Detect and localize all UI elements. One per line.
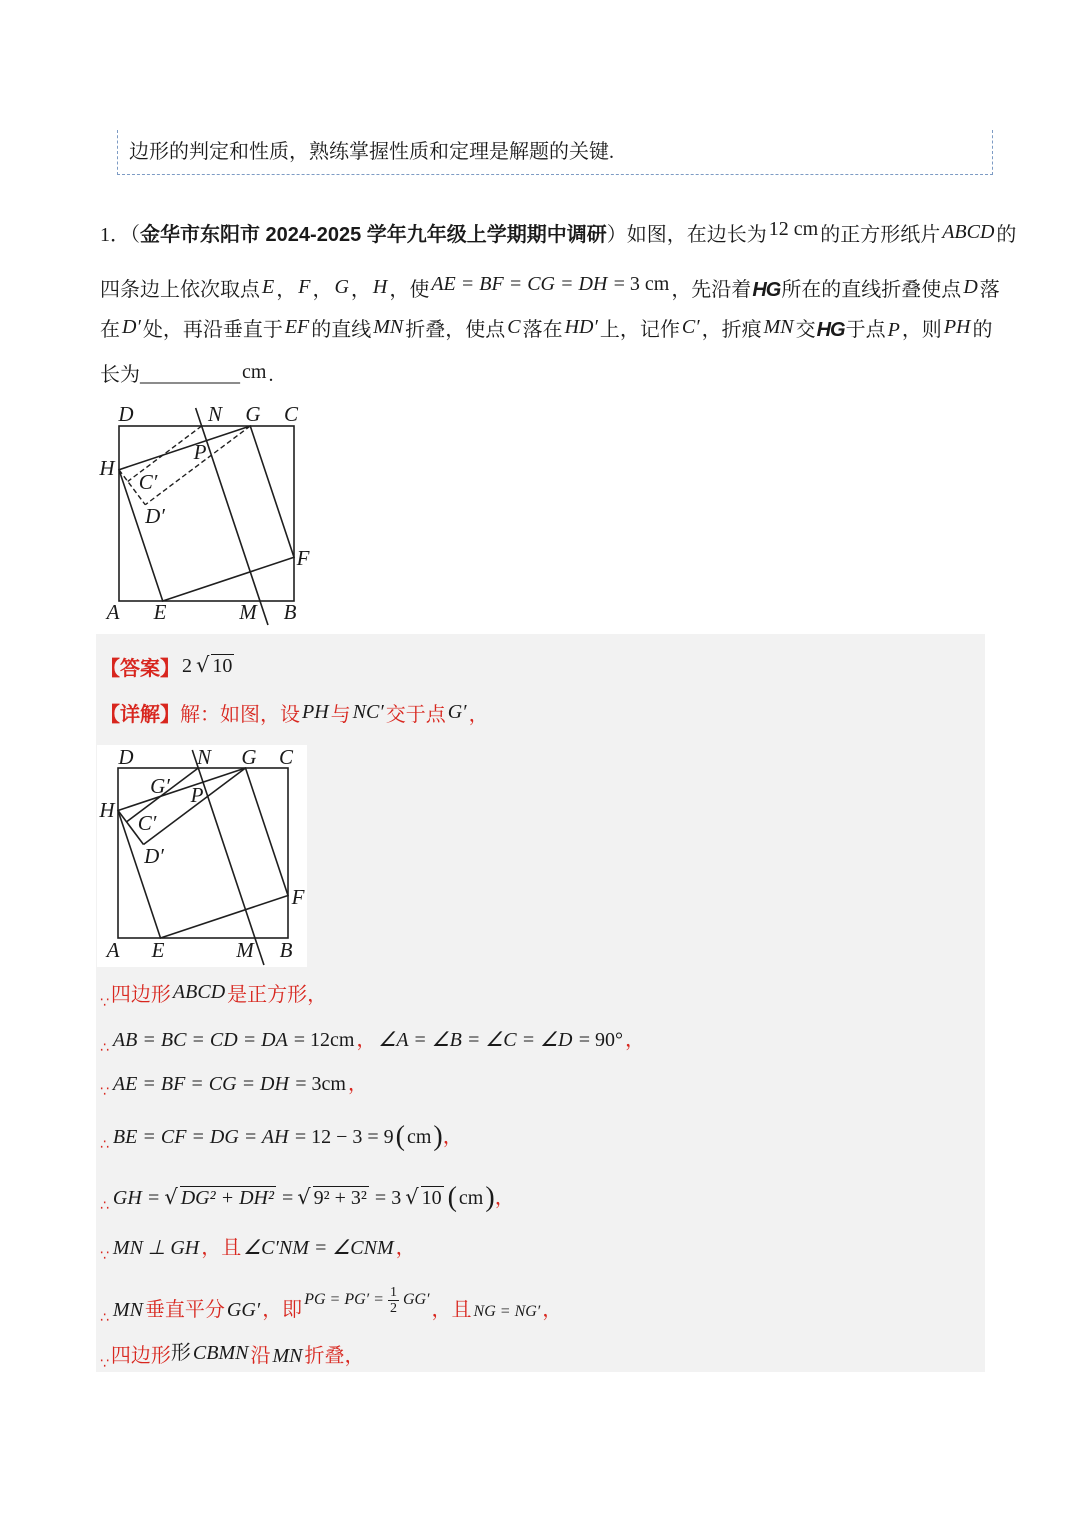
question-text: 所在的直线折叠使点 <box>781 279 962 301</box>
radicand: DG² + DH² <box>180 1187 274 1209</box>
question-text: 落 <box>979 279 1000 301</box>
label-p: P <box>190 783 204 807</box>
math-term: ∠C′NM = ∠CNM <box>243 1237 394 1259</box>
radical-sign: √ <box>196 653 210 677</box>
question-line-1 <box>100 218 1017 249</box>
math-term: D′ <box>122 316 141 338</box>
fraction-one-half <box>388 1285 399 1316</box>
figure-2 <box>97 745 307 967</box>
label-m: M <box>239 600 257 624</box>
math-term: ABCD <box>942 221 995 243</box>
label-b: B <box>279 938 293 962</box>
label-b: B <box>283 600 297 624</box>
label-d: D <box>118 402 134 426</box>
label-d: D <box>118 745 134 769</box>
radicand: 10 <box>212 655 233 677</box>
step-text: ，且 <box>431 1299 472 1321</box>
math-value: 12 − 3 = 9 <box>311 1126 394 1148</box>
unit-label: cm <box>242 361 267 383</box>
label-g-prime: G′ <box>150 774 170 798</box>
math-term: ABCD <box>172 981 226 1003</box>
question-text: 上，记作 <box>599 319 680 341</box>
right-paren: ) <box>485 1182 495 1213</box>
math-term: GG′ <box>226 1299 261 1321</box>
math-term: PH <box>943 316 971 338</box>
answer-blank: __________ <box>140 364 240 386</box>
math-term: NG = NG′ <box>473 1303 541 1320</box>
solution-step-2 <box>100 1026 645 1054</box>
label-a: A <box>106 600 120 624</box>
label-f: F <box>291 885 305 909</box>
raised-equation <box>302 1284 431 1316</box>
folded-segment-g-dprime <box>145 426 250 505</box>
therefore-symbol: ∴ <box>100 1198 109 1214</box>
unit-label: cm <box>458 1187 484 1209</box>
because-symbol: ∵ <box>100 1248 109 1264</box>
math-term: PG = PG′ = <box>304 1291 384 1308</box>
solution-step-7 <box>100 1284 563 1326</box>
label-g: G <box>241 745 257 769</box>
math-term: CBMN <box>192 1342 249 1364</box>
math-term: MN <box>112 1299 143 1321</box>
math-term: GH = <box>112 1187 161 1209</box>
answer-coefficient: 2 <box>182 655 192 677</box>
step-text: ， <box>468 704 489 726</box>
step-text: ， <box>442 1126 463 1148</box>
radical-expression <box>405 1183 445 1212</box>
math-term: ∠A = ∠B = ∠C = ∠D = <box>378 1029 591 1051</box>
math-value: = 3 <box>374 1187 402 1209</box>
answer-value <box>180 655 238 677</box>
label-h: H <box>99 798 115 822</box>
math-term: AE = BF = CG = DH = <box>431 273 626 295</box>
label-c: C <box>278 745 294 769</box>
step-text: ，且 <box>201 1237 242 1259</box>
math-term: C <box>507 316 521 338</box>
radical-sign: √ <box>297 1185 311 1209</box>
therefore-symbol: ∴ <box>100 1137 109 1153</box>
math-term: GG′ <box>402 1291 430 1308</box>
math-term: AB = BC = CD = DA = <box>112 1029 306 1051</box>
label-n: N <box>207 402 223 426</box>
question-text: 的 <box>996 224 1017 246</box>
fraction-numerator: 1 <box>389 1284 397 1300</box>
solution-step-5 <box>100 1182 515 1214</box>
question-text: 的正方形纸片 <box>820 224 941 246</box>
therefore-symbol: ∴ <box>100 1310 109 1326</box>
question-text: ）如图，在边长为 <box>606 224 767 246</box>
unit-label: cm <box>406 1126 432 1148</box>
question-text: 长为 <box>100 364 140 386</box>
math-term: 3 cm <box>629 273 670 295</box>
math-term: P <box>887 319 900 341</box>
radical-expression <box>164 1183 278 1212</box>
question-text: 于点 <box>845 319 886 341</box>
question-line-3 <box>100 316 992 344</box>
question-text: ， <box>276 279 297 301</box>
fraction-denominator: 2 <box>389 1300 397 1316</box>
question-number: 1． <box>100 224 130 246</box>
math-term: E <box>262 276 275 298</box>
math-term: 12 cm <box>768 218 819 240</box>
math-term: G <box>334 276 349 298</box>
step-text: ， <box>356 1029 377 1051</box>
step-text: ， <box>542 1299 563 1321</box>
step-text: 折叠， <box>304 1345 365 1367</box>
label-a: A <box>106 938 120 962</box>
question-text: 落在 <box>522 319 563 341</box>
math-term: BE = CF = DG = AH = <box>112 1126 308 1148</box>
radical-expression <box>297 1183 371 1212</box>
label-p: P <box>193 440 207 464</box>
solution-step-4 <box>100 1121 463 1153</box>
math-term-char: 形 <box>170 1342 191 1364</box>
label-f: F <box>296 546 310 570</box>
solution-step-6 <box>100 1234 416 1262</box>
radicand: 10 <box>421 1187 442 1209</box>
label-c-prime: C′ <box>137 811 157 835</box>
question-text: 折叠，使点 <box>405 319 506 341</box>
step-text: ， <box>624 1029 645 1051</box>
question-text: ，使 <box>389 279 430 301</box>
question-text: 在 <box>100 319 120 341</box>
math-term: C′ <box>681 316 700 338</box>
solution-step-3 <box>100 1070 368 1098</box>
note-box <box>117 130 993 175</box>
math-term: MN <box>373 316 404 338</box>
because-symbol: ∵ <box>100 1356 109 1372</box>
answer-line <box>100 654 238 682</box>
math-operator: = <box>281 1187 294 1209</box>
label-e: E <box>151 938 165 962</box>
math-term: MN <box>763 316 794 338</box>
question-text: ，先沿着 <box>671 279 752 301</box>
step-text: 四边形 <box>110 984 171 1006</box>
label-h: H <box>99 456 115 480</box>
label-d-prime: D′ <box>145 504 165 528</box>
math-term: EF <box>284 316 310 338</box>
detail-tag: 【详解】 <box>100 704 180 726</box>
math-term: D <box>963 276 978 298</box>
label-g: G <box>245 402 261 426</box>
question-text: 的直线 <box>311 319 372 341</box>
question-text: . <box>268 364 274 386</box>
math-value: 12cm <box>309 1029 355 1051</box>
step-text: ，即 <box>262 1299 303 1321</box>
fold-line-mn <box>196 408 268 625</box>
because-symbol: ∵ <box>100 1084 109 1100</box>
math-term: H <box>372 276 388 298</box>
math-term: PH <box>302 701 329 723</box>
math-term: G′ <box>447 701 467 723</box>
question-text: 交 <box>795 319 816 341</box>
step-text: ， <box>347 1073 368 1095</box>
math-term: HG <box>752 279 781 301</box>
right-paren: ) <box>433 1121 443 1152</box>
figure-1 <box>100 400 315 632</box>
radical-sign: √ <box>405 1185 419 1209</box>
question-source: 金华市东阳市 2024-2025 学年九年级上学期期中调研 <box>140 224 607 246</box>
math-term: F <box>298 276 311 298</box>
math-term: NC′ <box>352 701 384 723</box>
step-text: 解：如图，设 <box>180 704 300 726</box>
answer-radical <box>196 651 236 680</box>
label-c: C <box>283 402 299 426</box>
question-text: ， <box>350 279 371 301</box>
question-line-2 <box>100 273 1000 304</box>
label-n: N <box>196 745 212 769</box>
label-e: E <box>153 600 167 624</box>
math-term: HG <box>816 319 845 341</box>
question-text: 的 <box>972 319 993 341</box>
step-text: 是正方形， <box>227 984 328 1006</box>
source-open-paren: （ <box>130 224 140 246</box>
math-value: 90° <box>594 1029 623 1051</box>
step-text: ， <box>494 1187 515 1209</box>
step-text: ， <box>395 1237 416 1259</box>
step-text: 四边形 <box>110 1345 171 1367</box>
because-symbol: ∵ <box>100 995 109 1011</box>
math-term: MN <box>272 1345 303 1367</box>
answer-tag: 【答案】 <box>100 658 180 680</box>
question-text: ， <box>312 279 333 301</box>
note-text: 边形的判定和性质，熟练掌握性质和定理是解题的关键. <box>129 141 614 163</box>
radical-sign: √ <box>164 1185 178 1209</box>
left-paren: ( <box>395 1121 405 1152</box>
math-term: HD′ <box>564 316 598 338</box>
radicand: 9² + 3² <box>313 1187 367 1209</box>
question-text: ，折痕 <box>701 319 762 341</box>
question-text: 四条边上依次取点 <box>100 279 260 301</box>
step-text: 沿 <box>250 1345 271 1367</box>
question-line-4 <box>100 361 273 389</box>
math-value: 3cm <box>311 1073 346 1095</box>
step-text: 与 <box>330 704 351 726</box>
question-text: 处，再沿垂直于 <box>142 319 283 341</box>
solution-step-8 <box>100 1342 364 1370</box>
step-text: 垂直平分 <box>144 1299 225 1321</box>
label-c-prime: C′ <box>138 470 158 494</box>
math-term: MN ⊥ GH <box>112 1237 200 1259</box>
label-m: M <box>236 938 254 962</box>
detail-intro-line <box>100 701 489 729</box>
solution-step-1 <box>100 981 327 1009</box>
left-paren: ( <box>447 1182 457 1213</box>
therefore-symbol: ∴ <box>100 1040 109 1056</box>
question-text: ，则 <box>901 319 942 341</box>
label-d-prime: D′ <box>144 844 164 868</box>
step-text: 交于点 <box>385 704 446 726</box>
math-term: AE = BF = CG = DH = <box>112 1073 308 1095</box>
